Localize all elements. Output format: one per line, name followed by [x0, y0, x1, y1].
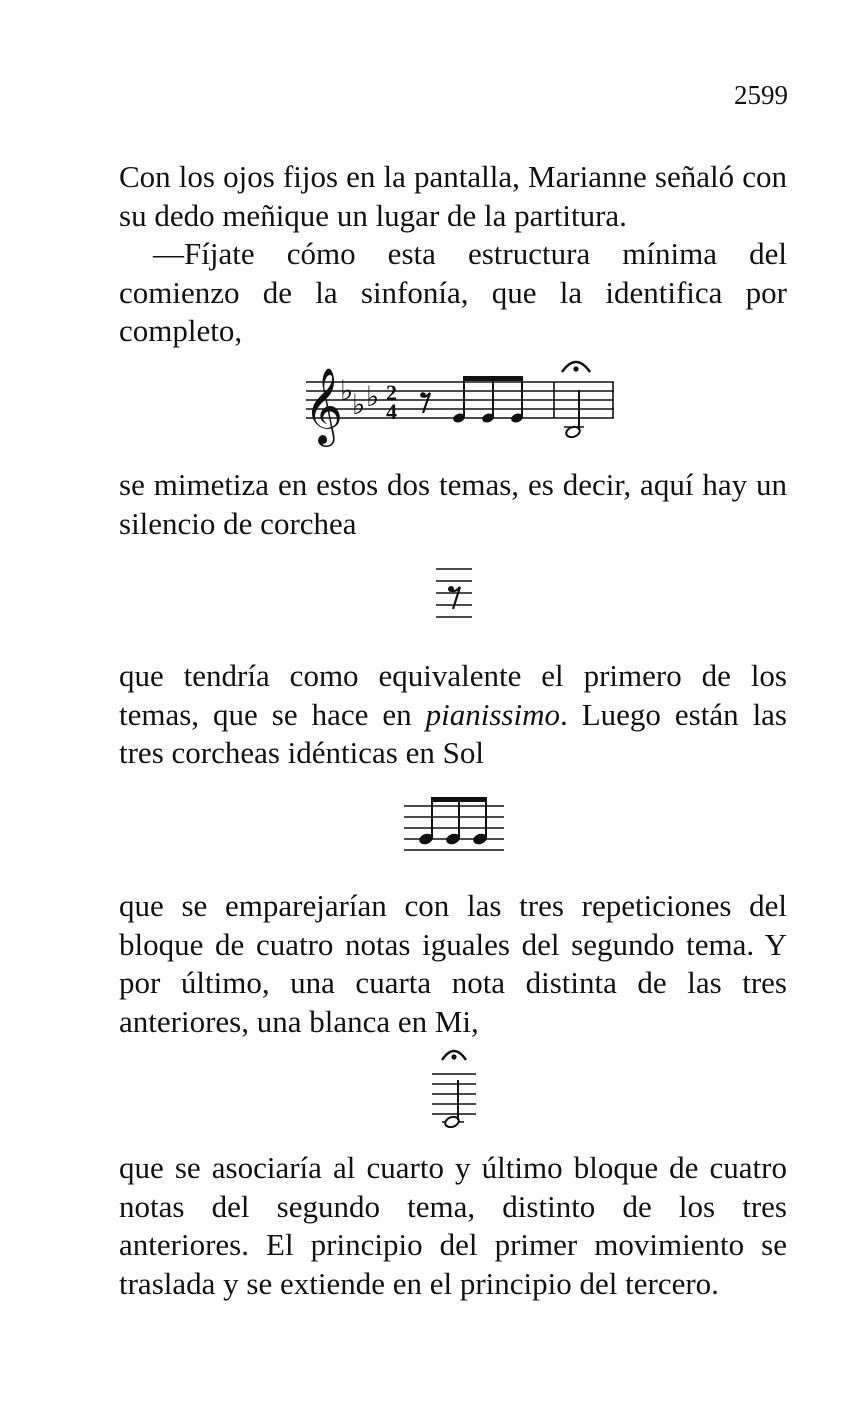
svg-text:𝄞: 𝄞: [304, 367, 344, 444]
paragraph-3: se mimetiza en estos dos temas, es decir, aquí hay un silencio de corchea: [119, 467, 787, 541]
paragraph-4-italic: pianissimo: [425, 696, 560, 732]
page-number: 2599: [734, 80, 788, 110]
svg-text:♭: ♭: [366, 380, 380, 413]
paragraph-2: —Fíjate cómo esta estructura mínima del comienzo de la sinfonía, que la identifica por completo,: [119, 236, 787, 348]
time-signature-bottom: 4: [386, 399, 397, 424]
paragraph-5: que se emparejarían con las tres repeticiones del bloque de cuatro notas iguales del segundo tema. Y por último, una cuarta nota distinta de las tres anteriores, una blanca en Mi,: [119, 888, 787, 1039]
time-signature-top: 2: [386, 380, 397, 405]
svg-text:♭: ♭: [340, 374, 354, 407]
eighth-rest-figure: [433, 562, 475, 626]
paragraph-4-text-b: . Luego están las tres corcheas idénticas en Sol: [119, 696, 787, 770]
half-note-fermata-figure: [428, 1038, 480, 1128]
three-eighths-figure: [402, 790, 506, 858]
paragraph-4: [119, 657, 787, 773]
paragraph-4-text-a: que tendría como equivalente el primero de los temas, que se hace en: [119, 658, 787, 732]
svg-text:♭: ♭: [352, 388, 366, 421]
paragraph-6: que se asociaría al cuarto y último bloque de cuatro notas del segundo tema, distinto de los tres anteriores. El principio del primer movimiento se traslada y se extiende en el principio del tercero.: [119, 1150, 787, 1301]
music-motif-figure: [296, 350, 618, 460]
paragraph-1: Con los ojos fijos en la pantalla, Marianne señaló con su dedo meñique un lugar de la partitura.: [119, 159, 787, 233]
